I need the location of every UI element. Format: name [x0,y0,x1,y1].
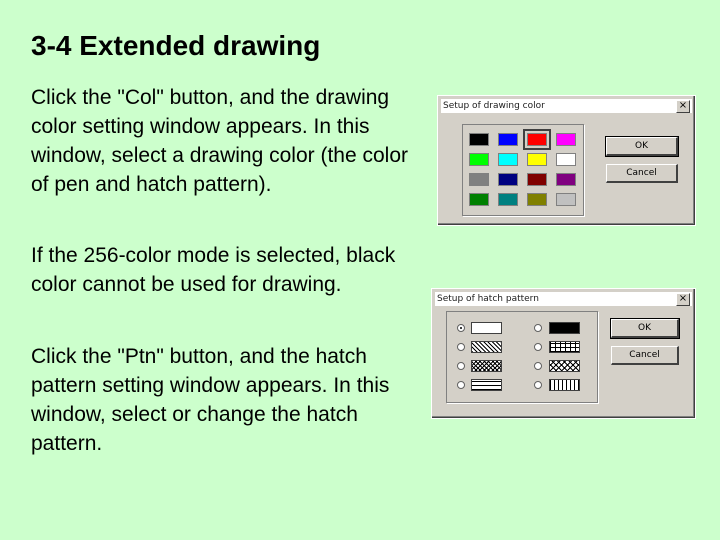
color-swatch[interactable] [469,133,489,146]
color-swatch[interactable] [556,173,576,186]
color-swatch[interactable] [469,153,489,166]
color-swatch[interactable] [527,133,547,146]
color-dialog-titlebar [441,99,692,113]
slide-title: 3-4 Extended drawing [31,30,321,61]
cancel-button[interactable]: Cancel [606,164,678,183]
hatch-dialog-titlebar [435,292,692,306]
color-swatch[interactable] [556,153,576,166]
hatch-pattern-crosshatch[interactable] [471,360,502,372]
hatch-dialog-title: Setup of hatch pattern [437,294,539,304]
pattern-radio[interactable] [534,362,542,370]
color-dialog [437,95,696,226]
pattern-radio[interactable] [534,381,542,389]
color-swatch[interactable] [469,173,489,186]
color-swatch[interactable] [527,173,547,186]
color-swatch[interactable] [556,193,576,206]
color-swatch[interactable] [527,153,547,166]
pattern-radio[interactable] [534,324,542,332]
color-swatch[interactable] [527,193,547,206]
color-swatch[interactable] [498,153,518,166]
color-swatch-grid [462,124,584,216]
color-swatch[interactable] [498,173,518,186]
close-button[interactable]: × [676,100,690,113]
pattern-radio[interactable] [457,343,465,351]
pattern-radio[interactable] [457,362,465,370]
hatch-pattern-grid [446,311,598,403]
pattern-radio[interactable] [534,343,542,351]
hatch-pattern-horizontal[interactable] [471,379,502,391]
hatch-pattern-grid[interactable] [549,341,580,353]
cancel-button[interactable]: Cancel [611,346,679,365]
hatch-dialog [431,288,696,419]
color-swatch[interactable] [498,193,518,206]
ok-button[interactable]: OK [606,137,678,156]
hatch-pattern-blank[interactable] [471,322,502,334]
color-swatch[interactable] [556,133,576,146]
color-dialog-title: Setup of drawing color [443,101,545,111]
paragraph-256-color-note: If the 256-color mode is selected, black color cannot be used for drawing. [31,244,396,296]
paragraph-color-button: Click the "Col" button, and the drawing color setting window appears. In this window, select a drawing color (the color of pen and hatch pattern). [31,86,409,196]
pattern-radio[interactable] [457,324,465,332]
hatch-pattern-diagonal-cross[interactable] [549,360,580,372]
close-button[interactable]: × [676,293,690,306]
hatch-pattern-solid[interactable] [549,322,580,334]
hatch-pattern-diagonal[interactable] [471,341,502,353]
color-swatch[interactable] [469,193,489,206]
paragraph-pattern-button: Click the "Ptn" button, and the hatch pattern setting window appears. In this window, select or change the hatch pattern. [31,345,390,455]
color-swatch[interactable] [498,133,518,146]
hatch-pattern-vertical[interactable] [549,379,580,391]
ok-button[interactable]: OK [611,319,679,338]
pattern-radio[interactable] [457,381,465,389]
